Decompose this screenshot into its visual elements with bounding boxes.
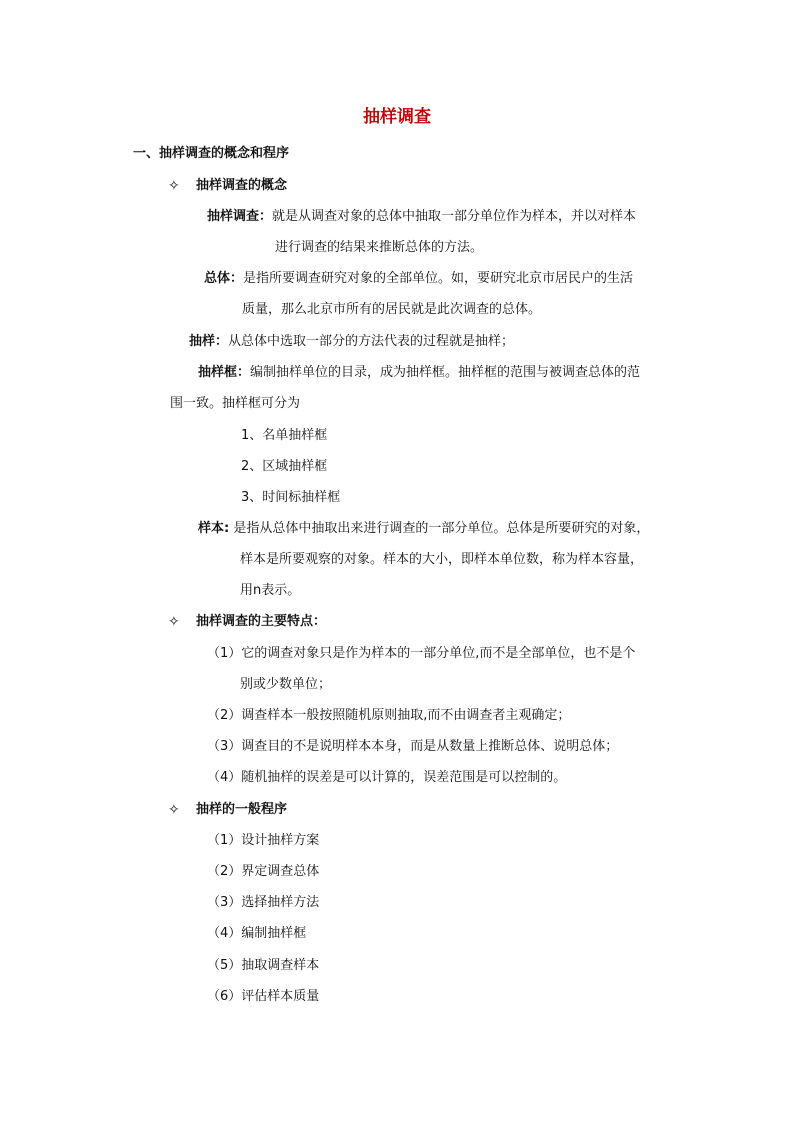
- list-item: （3）选择抽样方法: [207, 895, 320, 910]
- definition-population-text: 是指所要调查研究对象的全部单位。如，要研究北京市居民户的生活: [243, 271, 634, 286]
- definition-sample-cont2: 用n表示。: [240, 583, 301, 598]
- list-item: 3、时间标抽样框: [241, 490, 341, 505]
- definition-sampling: [189, 334, 514, 350]
- term-sampling: 抽样：: [189, 334, 229, 349]
- list-item: （2）界定调查总体: [207, 864, 320, 879]
- definition-sample-cont: 样本是所要观察的对象。样本的大小，即样本单位数，称为样本容量，: [240, 552, 644, 567]
- term-population: 总体：: [204, 271, 244, 286]
- subsection-heading-concept: 抽样调查的概念: [196, 178, 288, 193]
- definition-sample: [198, 521, 649, 537]
- definition-survey-text: 就是从调查对象的总体中抽取一部分单位作为样本，并以对样本: [272, 209, 637, 224]
- term-sample: 样本:: [198, 521, 230, 536]
- list-item: （2）调查样本一般按照随机原则抽取,而不由调查者主观确定；: [207, 708, 571, 723]
- definition-sample-text: 是指从总体中抽取出来进行调查的一部分单位。总体是所要研究的对象，: [229, 521, 650, 536]
- definition-population-cont: 质量，那么北京市所有的居民就是此次调查的总体。: [242, 302, 542, 317]
- list-item: （1）设计抽样方案: [207, 833, 320, 848]
- list-item: （4）随机抽样的误差是可以计算的，误差范围是可以控制的。: [207, 770, 567, 785]
- list-item: 2、区域抽样框: [241, 459, 328, 474]
- list-item: （6）评估样本质量: [207, 989, 320, 1004]
- subsection-heading-procedure: 抽样的一般程序: [196, 802, 288, 817]
- page-title: 抽样调查: [363, 107, 431, 127]
- subsection-heading-features: 抽样调查的主要特点：: [196, 614, 327, 629]
- list-item: （1）它的调查对象只是作为样本的一部分单位,而不是全部单位，也不是个: [207, 646, 636, 661]
- list-item: （3）调查目的不是说明样本本身，而是从数量上推断总体、说明总体；: [207, 739, 619, 754]
- list-item: （4）编制抽样框: [207, 926, 307, 941]
- term-frame: 抽样框：: [198, 365, 251, 380]
- diamond-bullet-icon: ✧: [168, 802, 180, 818]
- definition-population: [204, 271, 633, 287]
- definition-frame-cont: 围一致。抽样框可分为: [170, 396, 301, 411]
- definition-frame-text: 编制抽样单位的目录，成为抽样框。抽样框的范围与被调查总体的范: [250, 365, 641, 380]
- list-item: 别或少数单位；: [240, 677, 332, 692]
- list-item: 1、名单抽样框: [241, 428, 328, 443]
- definition-sampling-text: 从总体中选取一部分的方法代表的过程就是抽样；: [228, 334, 515, 349]
- diamond-bullet-icon: ✧: [168, 178, 180, 194]
- definition-frame: [198, 365, 640, 381]
- diamond-bullet-icon: ✧: [168, 614, 180, 630]
- term-survey: 抽样调查：: [207, 209, 273, 224]
- definition-survey-cont: 进行调查的结果来推断总体的方法。: [275, 240, 484, 255]
- list-item: （5）抽取调查样本: [207, 958, 320, 973]
- definition-survey: [207, 209, 636, 225]
- section-heading: 一、抽样调查的概念和程序: [133, 146, 290, 161]
